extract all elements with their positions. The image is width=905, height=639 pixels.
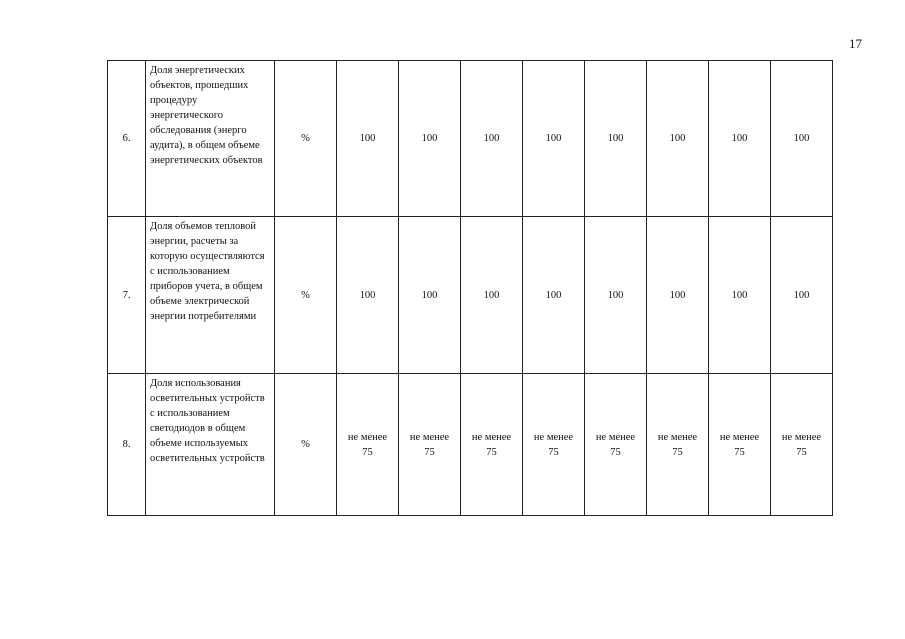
value-text: не менее 75 bbox=[781, 431, 822, 458]
value-cell bbox=[337, 61, 399, 217]
unit-cell: % bbox=[275, 217, 337, 374]
table-row bbox=[108, 217, 833, 374]
value-cell bbox=[523, 61, 585, 217]
value-cell bbox=[461, 374, 523, 516]
value-cell bbox=[771, 374, 833, 516]
value-text: 100 bbox=[669, 133, 686, 144]
table-row bbox=[108, 61, 833, 217]
indicator-name: Доля энергетических объектов, прошедших процедуру энергетического обследования (энерго аудита), в общем объеме энергетических объектов bbox=[146, 61, 275, 217]
value-cell bbox=[523, 217, 585, 374]
value-text: 100 bbox=[545, 133, 562, 144]
value-text: 100 bbox=[731, 133, 748, 144]
value-text: не менее 75 bbox=[409, 431, 450, 458]
value-cell bbox=[709, 61, 771, 217]
value-cell bbox=[399, 61, 461, 217]
value-cell bbox=[647, 61, 709, 217]
value-text: 100 bbox=[793, 133, 810, 144]
value-text: 100 bbox=[359, 133, 376, 144]
row-number: 6. bbox=[108, 61, 146, 217]
row-number: 8. bbox=[108, 374, 146, 516]
value-cell bbox=[771, 217, 833, 374]
value-text: 100 bbox=[793, 289, 810, 301]
table-row bbox=[108, 374, 833, 516]
value-text: 100 bbox=[483, 289, 500, 301]
unit-cell: % bbox=[275, 61, 337, 217]
indicators-table bbox=[107, 60, 833, 516]
value-cell bbox=[647, 374, 709, 516]
value-cell bbox=[647, 217, 709, 374]
value-cell bbox=[337, 374, 399, 516]
value-cell bbox=[585, 61, 647, 217]
value-cell bbox=[461, 61, 523, 217]
value-text: 100 bbox=[607, 289, 624, 301]
value-cell bbox=[337, 217, 399, 374]
value-cell bbox=[399, 217, 461, 374]
value-cell bbox=[585, 374, 647, 516]
value-cell bbox=[523, 374, 585, 516]
value-cell bbox=[461, 217, 523, 374]
value-text: 100 bbox=[731, 289, 748, 301]
value-text: не менее 75 bbox=[595, 431, 636, 458]
value-text: 100 bbox=[421, 289, 438, 301]
unit-cell: % bbox=[275, 374, 337, 516]
indicator-name: Доля использования осветительных устройств с использованием светодиодов в общем объеме используемых осветительных устройств bbox=[146, 374, 275, 516]
value-text: 100 bbox=[421, 133, 438, 144]
value-text: не менее 75 bbox=[719, 431, 760, 458]
value-text: не менее 75 bbox=[533, 431, 574, 458]
value-cell bbox=[709, 374, 771, 516]
value-cell bbox=[399, 374, 461, 516]
page-number: 17 bbox=[849, 36, 862, 51]
value-cell bbox=[585, 217, 647, 374]
value-cell bbox=[709, 217, 771, 374]
value-text: не менее 75 bbox=[347, 431, 388, 458]
value-text: не менее 75 bbox=[471, 431, 512, 458]
row-number: 7. bbox=[108, 217, 146, 374]
value-text: 100 bbox=[607, 133, 624, 144]
value-text: 100 bbox=[669, 289, 686, 301]
value-text: не менее 75 bbox=[657, 431, 698, 458]
value-cell bbox=[771, 61, 833, 217]
indicator-name: Доля объемов тепловой энергии, расчеты за которую осуществляются с использованием приборов учета, в общем объеме электрической энергии потребителями bbox=[146, 217, 275, 374]
value-text: 100 bbox=[359, 289, 376, 301]
value-text: 100 bbox=[545, 289, 562, 301]
value-text: 100 bbox=[483, 133, 500, 144]
